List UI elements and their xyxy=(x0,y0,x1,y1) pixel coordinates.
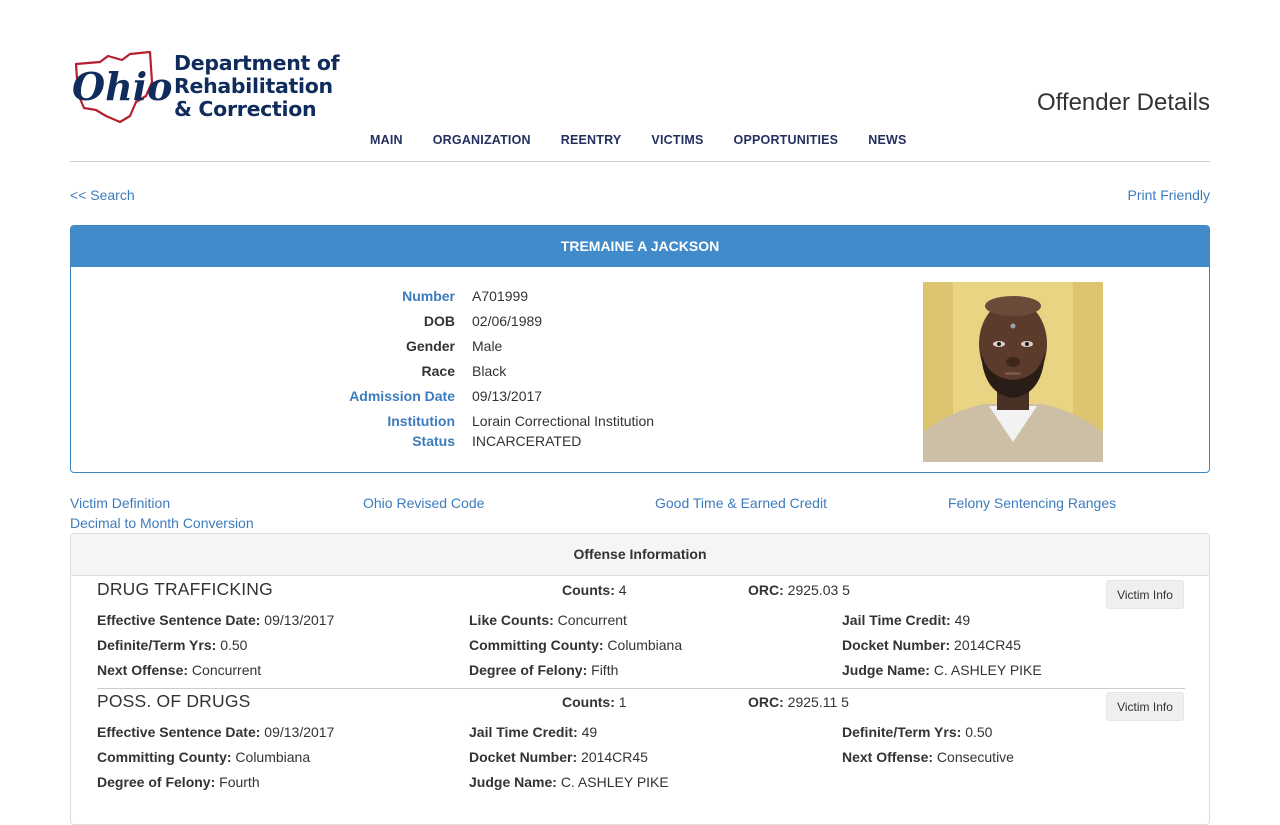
offense-detail xyxy=(97,612,334,628)
logo-script: Ohio xyxy=(72,64,173,109)
detail-value: 09/13/2017 xyxy=(264,724,335,740)
offense-detail xyxy=(469,637,682,653)
offender-photo xyxy=(923,282,1103,462)
nav-main[interactable]: MAIN xyxy=(370,133,403,147)
detail-value: Columbiana xyxy=(235,749,311,765)
detail-value: Columbiana xyxy=(607,637,683,653)
offender-panel xyxy=(70,225,1210,473)
detail-value: 09/13/2017 xyxy=(264,612,335,628)
nav-reentry[interactable]: REENTRY xyxy=(560,133,622,147)
offense-detail xyxy=(842,724,992,740)
offense-detail xyxy=(97,662,261,678)
field-admission-date xyxy=(71,388,671,408)
detail-label: Committing County: xyxy=(469,637,604,653)
counts-value: 1 xyxy=(618,694,627,710)
ohio-state-icon xyxy=(70,50,173,126)
field-gender xyxy=(71,338,671,358)
offense-detail xyxy=(469,612,627,628)
offense-orc xyxy=(748,582,850,598)
page-title: Offender Details xyxy=(1037,89,1210,116)
detail-value: 2014CR45 xyxy=(581,749,648,765)
detail-value: 49 xyxy=(581,724,598,740)
offense-name: DRUG TRAFFICKING xyxy=(97,579,273,599)
field-race xyxy=(71,363,671,383)
offense-panel xyxy=(70,533,1210,825)
field-label: DOB xyxy=(423,313,455,329)
detail-label: Docket Number: xyxy=(469,749,578,765)
counts-value: 4 xyxy=(618,582,627,598)
detail-value: Concurrent xyxy=(557,612,627,628)
field-value: Male xyxy=(472,338,503,354)
detail-label: Docket Number: xyxy=(842,637,951,653)
nav-victims[interactable]: VICTIMS xyxy=(651,133,704,147)
field-status xyxy=(71,433,671,453)
offense-detail xyxy=(842,637,1021,653)
detail-value: Concurrent xyxy=(191,662,262,678)
detail-value: Consecutive xyxy=(936,749,1014,765)
offense-panel-title: Offense Information xyxy=(71,534,1209,576)
offense-orc xyxy=(748,694,849,710)
offense-detail xyxy=(97,774,260,790)
offense-counts xyxy=(562,582,627,598)
orc-label: ORC: xyxy=(748,694,784,710)
detail-value: C. ASHLEY PIKE xyxy=(933,662,1042,678)
detail-label: Definite/Term Yrs: xyxy=(842,724,962,740)
header-divider xyxy=(70,161,1210,162)
back-to-search-link[interactable]: << Search xyxy=(70,187,135,203)
field-value: A701999 xyxy=(472,288,529,304)
detail-label: Effective Sentence Date: xyxy=(97,612,261,628)
detail-value: 0.50 xyxy=(220,637,248,653)
offense-detail xyxy=(97,724,334,740)
detail-value: 0.50 xyxy=(965,724,993,740)
good-time-earned-credit-link[interactable]: Good Time & Earned Credit xyxy=(655,495,827,511)
print-friendly-link[interactable]: Print Friendly xyxy=(1127,187,1210,203)
logo-line-1: Department of xyxy=(174,51,340,75)
field-number xyxy=(71,288,671,308)
detail-label: Definite/Term Yrs: xyxy=(97,637,217,653)
detail-label: Effective Sentence Date: xyxy=(97,724,261,740)
detail-label: Judge Name: xyxy=(469,774,557,790)
detail-label: Degree of Felony: xyxy=(97,774,216,790)
felony-sentencing-ranges-link[interactable]: Felony Sentencing Ranges xyxy=(948,495,1117,511)
field-value: 02/06/1989 xyxy=(472,313,543,329)
field-label: Number xyxy=(402,288,455,304)
nav-organization[interactable]: ORGANIZATION xyxy=(432,133,531,147)
offense-detail xyxy=(842,662,1042,678)
field-label: Admission Date xyxy=(349,388,455,404)
counts-label: Counts: xyxy=(562,694,615,710)
orc-label: ORC: xyxy=(748,582,784,598)
detail-label: Next Offense: xyxy=(97,662,189,678)
field-label: Status xyxy=(412,433,455,449)
detail-label: Degree of Felony: xyxy=(469,662,588,678)
offense-detail xyxy=(469,749,648,765)
detail-label: Jail Time Credit: xyxy=(842,612,951,628)
detail-value: 49 xyxy=(954,612,971,628)
offense-divider xyxy=(97,688,1185,689)
decimal-to-month-link[interactable]: Decimal to Month Conversion xyxy=(70,515,254,531)
field-value: INCARCERATED xyxy=(472,433,582,449)
logo-wordmark xyxy=(174,52,339,121)
victim-definition-link[interactable]: Victim Definition xyxy=(70,495,171,511)
orc-value: 2925.03 5 xyxy=(787,582,850,598)
offender-name: TREMAINE A JACKSON xyxy=(71,226,1209,267)
offense-detail xyxy=(97,749,310,765)
main-nav xyxy=(370,133,937,147)
detail-value: C. ASHLEY PIKE xyxy=(560,774,669,790)
field-value: 09/13/2017 xyxy=(472,388,543,404)
field-value: Black xyxy=(472,363,507,379)
field-dob xyxy=(71,313,671,333)
nav-news[interactable]: NEWS xyxy=(868,133,907,147)
field-label: Gender xyxy=(405,338,455,354)
detail-value: Fifth xyxy=(591,662,619,678)
detail-label: Jail Time Credit: xyxy=(469,724,578,740)
logo-line-2: Rehabilitation xyxy=(174,74,333,98)
offense-detail xyxy=(469,662,618,678)
odrc-logo[interactable] xyxy=(70,50,340,126)
offense-detail xyxy=(842,749,1014,765)
offense-detail xyxy=(842,612,970,628)
detail-label: Next Offense: xyxy=(842,749,934,765)
counts-label: Counts: xyxy=(562,582,615,598)
victim-info-button[interactable]: Victim Info xyxy=(1106,580,1184,609)
offense-counts xyxy=(562,694,627,710)
field-value: Lorain Correctional Institution xyxy=(472,413,655,429)
offense-detail xyxy=(97,637,247,653)
victim-info-button[interactable]: Victim Info xyxy=(1106,692,1184,721)
offense-detail xyxy=(469,724,597,740)
detail-label: Committing County: xyxy=(97,749,232,765)
ohio-revised-code-link[interactable]: Ohio Revised Code xyxy=(363,495,485,511)
detail-value: Fourth xyxy=(219,774,260,790)
detail-label: Judge Name: xyxy=(842,662,930,678)
offense-name: POSS. OF DRUGS xyxy=(97,691,251,711)
detail-label: Like Counts: xyxy=(469,612,554,628)
detail-value: 2014CR45 xyxy=(954,637,1021,653)
field-institution xyxy=(71,413,671,433)
field-label: Race xyxy=(421,363,455,379)
field-label: Institution xyxy=(387,413,455,429)
offense-detail xyxy=(469,774,669,790)
nav-opportunities[interactable]: OPPORTUNITIES xyxy=(733,133,839,147)
logo-line-3: & Correction xyxy=(174,97,317,121)
orc-value: 2925.11 5 xyxy=(787,694,849,710)
